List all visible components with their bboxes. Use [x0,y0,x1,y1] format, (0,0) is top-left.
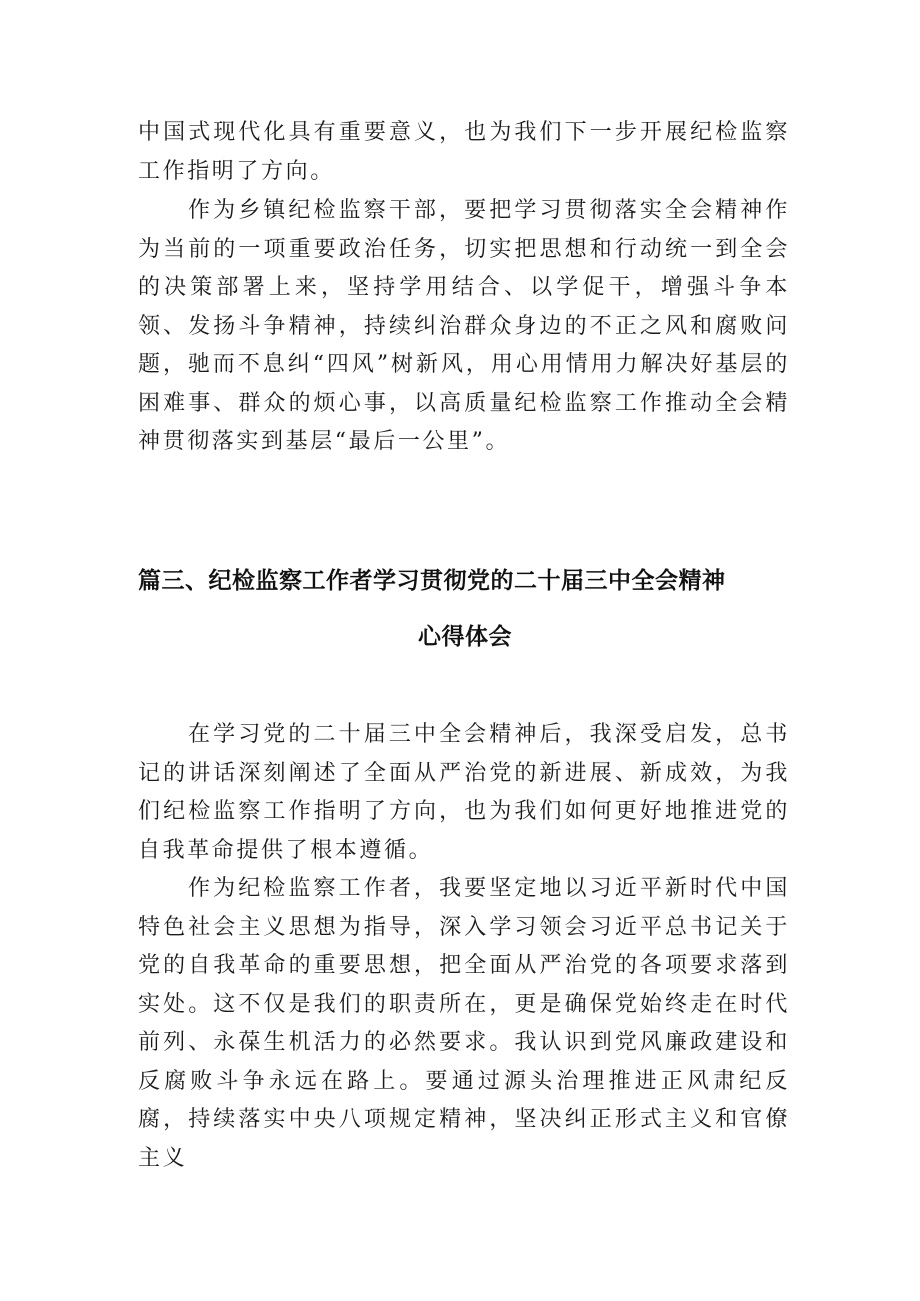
paragraph-study-insight: 在学习党的二十届三中全会精神后，我深受启发，总书记的讲话深刻阐述了全面从严治党的新进展、新成效，为我们纪检监察工作指明了方向，也为我们如何更好地推进党的自我革命提供了根本遵循。 [138,722,790,863]
section-title: 篇三、纪检监察工作者学习贯彻党的二十届三中全会精神 [138,568,726,594]
paragraph-continuation: 中国式现代化具有重要意义，也为我们下一步开展纪检监察工作指明了方向。 [138,120,790,184]
section-subtitle: 心得体会 [418,624,512,650]
paragraph-township-cadre: 作为乡镇纪检监察干部，要把学习贯彻落实全会精神作为当前的一项重要政治任务，切实把思想和行动统一到全会的决策部署上来，坚持学用结合、以学促干，增强斗争本领、发扬斗争精神，持续纠治群众身边的不正之风和腐败问题，驰而不息纠“四风”树新风，用心用情用力解决好基层的困难事、群众的烦心事，以高质量纪检监察工作推动全会精神贯彻落实到基层“最后一公里”。 [138,198,790,454]
paragraph-inspector-role: 作为纪检监察工作者，我要坚定地以习近平新时代中国特色社会主义思想为指导，深入学习领会习近平总书记关于党的自我革命的重要思想，把全面从严治党的各项要求落到实处。这不仅是我们的职责所在，更是确保党始终走在时代前列、永葆生机活力的必然要求。我认识到党风廉政建设和反腐败斗争永远在路上。要通过源头治理推进正风肃纪反腐，持续落实中央八项规定精神，坚决纠正形式主义和官僚主义 [138,876,790,1171]
